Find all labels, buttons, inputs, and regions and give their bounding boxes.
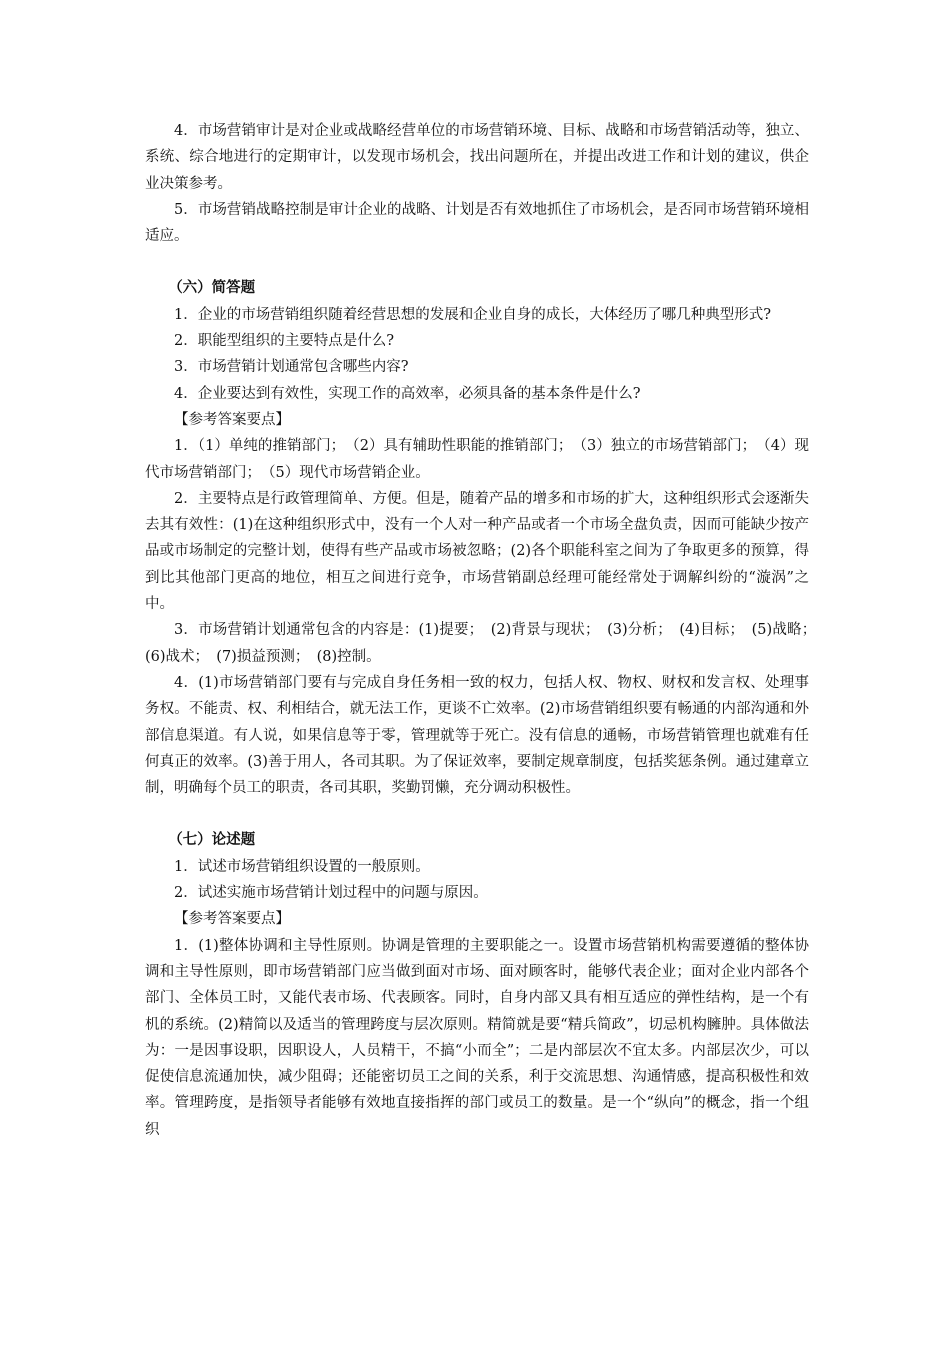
essay-answer-key-heading: 【参考答案要点】 [174, 911, 290, 928]
question-2: 2．职能型组织的主要特点是什么? [174, 333, 394, 350]
answer-3: 3．市场营销计划通常包含的内容是：(1)提要； (2)背景与现状； (3)分析； (4)目标； (5)战略； (6)战术； (7)损益预测； (8)控制。 [145, 622, 824, 665]
document-page [145, 118, 824, 1143]
answer-1: 1．（1）单纯的推销部门； （2）具有辅助性职能的推销部门； （3）独立的市场营销部门； （4）现代市场营销部门； （5）现代市场营销企业。 [145, 438, 809, 481]
answer-2: 2．主要特点是行政管理简单、方便。但是，随着产品的增多和市场的扩大，这种组织形式会逐渐失去其有效性：(1)在这种组织形式中，没有一个人对一种产品或者一个市场全盘负责，因而可能缺少按产品或市场制定的完整计划，使得有些产品或市场被忽略；(2)各个职能科室之间为了争取更多的预算，得到比其他部门更高的地位，相互之间进行竞争，市场营销副总经理可能经常处于调解纠纷的“漩涡”之中。 [145, 490, 809, 613]
answer-4: 4．(1)市场营销部门要有与完成自身任务相一致的权力，包括人权、物权、财权和发言权、处理事务权。不能责、权、利相结合，就无法工作，更谈不亡效率。(2)市场营销组织要有畅通的内部沟通和外部信息渠道。有人说，如果信息等于零，管理就等于死亡。没有信息的通畅，市场营销管理也就难有任何真正的效率。(3)善于用人，各司其职。为了保证效率，要制定规章制度，包括奖惩条例。通过建章立制，明确每个员工的职责，各司其职，奖勤罚懒，充分调动积极性。 [145, 674, 809, 797]
essay-question-2: 2．试述实施市场营销计划过程中的问题与原因。 [174, 885, 488, 902]
section-heading-short-answer: （六）简答题 [168, 279, 256, 297]
paragraph-audit-definition: 4．市场营销审计是对企业或战略经营单位的市场营销环境、目标、战略和市场营销活动等，独立、系统、综合地进行的定期审计，以发现市场机会，找出问题所在，并提出改进工作和计划的建议，供企业决策参考。 [145, 123, 809, 192]
answer-key-heading: 【参考答案要点】 [174, 411, 290, 428]
paragraph-strategy-control-definition: 5．市场营销战略控制是审计企业的战略、计划是否有效地抓住了市场机会，是否同市场营销环境相适应。 [145, 201, 809, 245]
essay-answer-1: 1．(1)整体协调和主导性原则。协调是管理的主要职能之一。设置市场营销机构需要遵循的整体协调和主导性原则，即市场营销部门应当做到面对市场、面对顾客时，能够代表企业；面对企业内部各个部门、全体员工时，又能代表市场、代表顾客。同时，自身内部又具有相互适应的弹性结构，是一个有机的系统。(2)精简以及适当的管理跨度与层次原则。精简就是要“精兵简政”，切忌机构臃肿。具体做法为：一是因事设职，因职设人，人员精干，不搞“小而全”；二是内部层次不宜太多。内部层次少，可以促使信息流通加快，减少阻碍；还能密切员工之间的关系，利于交流思想、沟通情感，提高积极性和效率。管理跨度，是指领导者能够有效地直接指挥的部门或员工的数量。是一个“纵向”的概念，指一个组织 [145, 937, 809, 1138]
question-4: 4．企业要达到有效性，实现工作的高效率，必须具备的基本条件是什么? [174, 385, 641, 402]
question-1: 1．企业的市场营销组织随着经营思想的发展和企业自身的成长，大体经历了哪几种典型形式? [174, 306, 771, 323]
section-heading-essay: （七）论述题 [168, 831, 256, 849]
essay-question-1: 1．试述市场营销组织设置的一般原则。 [174, 858, 430, 875]
question-3: 3．市场营销计划通常包含哪些内容? [174, 359, 409, 376]
